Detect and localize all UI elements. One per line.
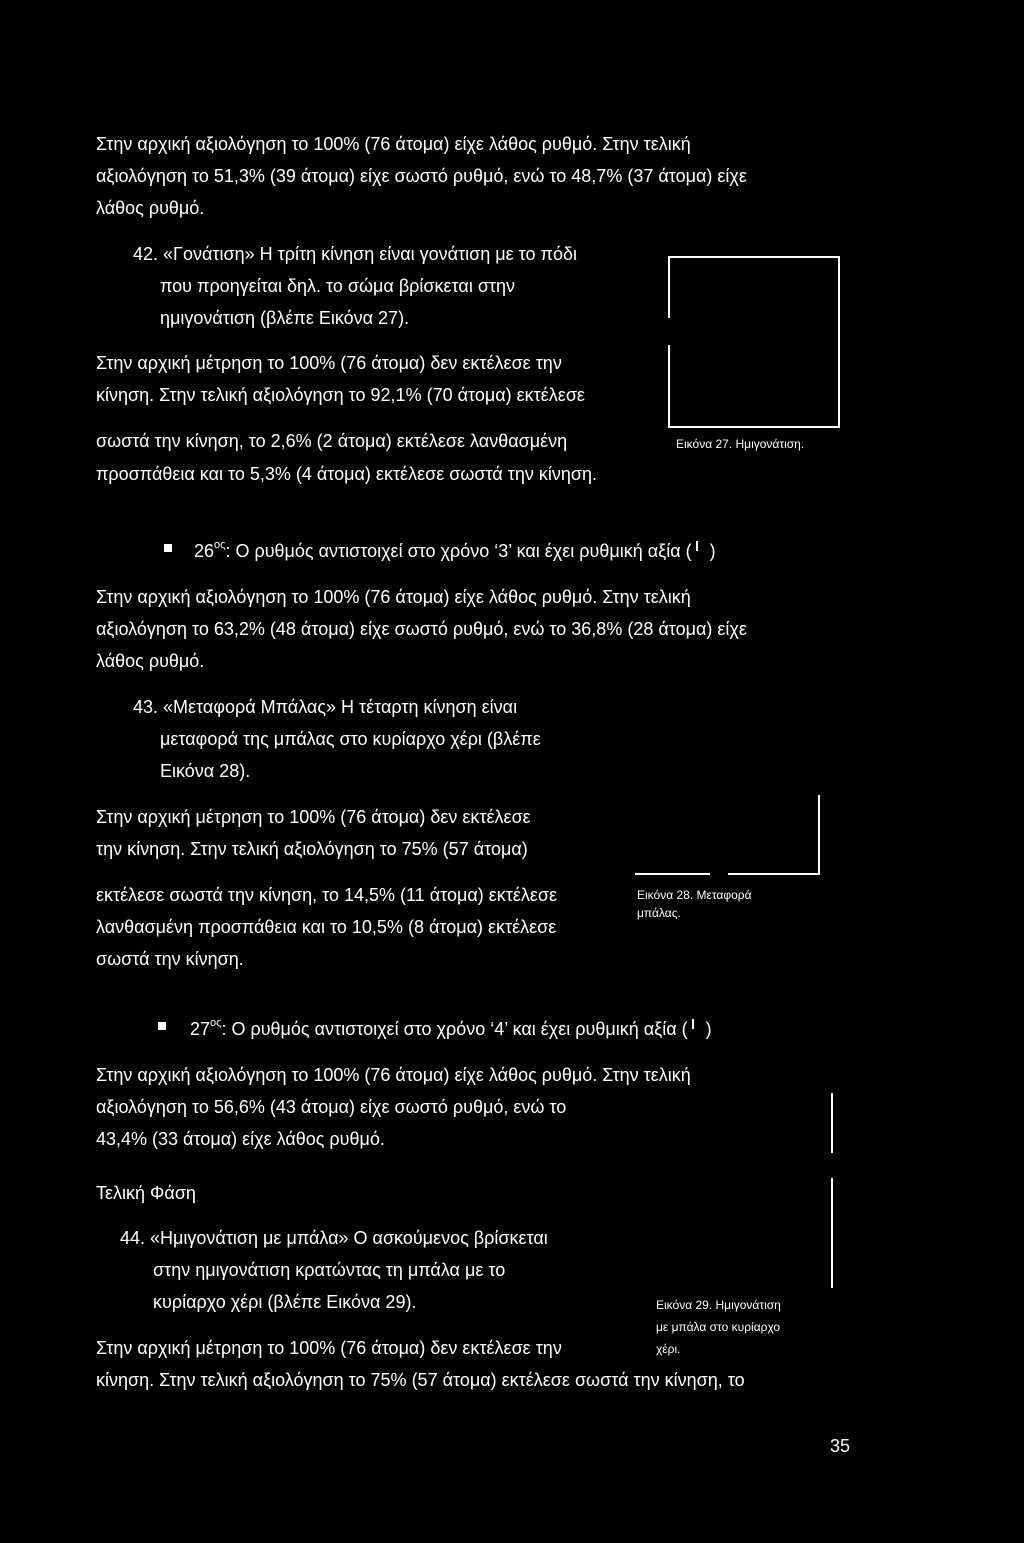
item-43-line-3: Εικόνα 28). <box>160 761 251 781</box>
note-symbol-icon <box>696 541 702 551</box>
figure-29-caption-line-3: χέρι. <box>656 1342 681 1356</box>
item-42-line-3: ημιγονάτιση (βλέπε Εικόνα 27). <box>160 308 410 328</box>
paragraph-26-line-2: αξιολόγηση το 63,2% (48 άτομα) είχε σωστό ρυθμό, ενώ το 36,8% (28 άτομα) είχε <box>96 619 747 639</box>
bullet-27-superscript: ος <box>210 1017 222 1029</box>
bullet-26-text: : Ο ρυθμός αντιστοιχεί στο χρόνο ‘3’ και έχει ρυθμική αξία ( <box>225 541 692 561</box>
figure-27-caption: Εικόνα 27. Ημιγονάτιση. <box>676 437 805 451</box>
bullet-26-line <box>194 540 716 562</box>
result-44-line-1: Στην αρχική μέτρηση το 100% (76 άτομα) δεν εκτέλεσε την <box>96 1338 562 1358</box>
item-44-line-1: 44. «Ημιγονάτιση με μπάλα» Ο ασκούμενος βρίσκεται <box>120 1228 548 1248</box>
item-42-line-1: 42. «Γονάτιση» Η τρίτη κίνηση είναι γονάτιση με το πόδι <box>133 244 577 264</box>
bullet-26-close: ) <box>709 541 716 561</box>
bullet-27-text: : Ο ρυθμός αντιστοιχεί στο χρόνο ‘4’ και έχει ρυθμική αξία ( <box>221 1019 688 1039</box>
note-symbol-icon <box>692 1019 698 1029</box>
figure-28-caption-line-1: Εικόνα 28. Μεταφορά <box>637 888 752 902</box>
bullet-27-line <box>190 1018 712 1040</box>
figure-28-caption-line-2: μπάλας. <box>637 906 681 920</box>
result-44-line-2: κίνηση. Στην τελική αξιολόγηση το 75% (57 άτομα) εκτέλεσε σωστά την κίνηση, το <box>96 1370 745 1390</box>
result-43-line-5: σωστά την κίνηση. <box>96 949 244 969</box>
paragraph-26-line-1: Στην αρχική αξιολόγηση το 100% (76 άτομα) είχε λάθος ρυθμό. Στην τελική <box>96 587 691 607</box>
paragraph-27-line-3: 43,4% (33 άτομα) είχε λάθος ρυθμό. <box>96 1129 385 1149</box>
item-42-line-2: που προηγείται δηλ. το σώμα βρίσκεται στην <box>160 276 516 296</box>
item-44-line-2: στην ημιγονάτιση κρατώντας τη μπάλα με το <box>153 1260 506 1280</box>
paragraph-1-line-1: Στην αρχική αξιολόγηση το 100% (76 άτομα) είχε λάθος ρυθμό. Στην τελική <box>96 134 691 154</box>
paragraph-27-line-2: αξιολόγηση το 56,6% (43 άτομα) είχε σωστό ρυθμό, ενώ το <box>96 1097 567 1117</box>
item-44-line-3: κυρίαρχο χέρι (βλέπε Εικόνα 29). <box>153 1292 417 1312</box>
item-43-line-1: 43. «Μεταφορά Μπάλας» Η τέταρτη κίνηση είναι <box>133 697 518 717</box>
bullet-27-marker <box>158 1022 166 1030</box>
bullet-26-superscript: ος <box>214 539 226 551</box>
page-number: 35 <box>830 1436 851 1456</box>
bullet-26-number: 26 <box>194 541 215 561</box>
bullet-26-marker <box>164 544 172 552</box>
item-43-line-2: μεταφορά της μπάλας στο κυρίαρχο χέρι (βλέπε <box>160 729 541 749</box>
section-heading: Τελική Φάση <box>96 1183 196 1203</box>
paragraph-26-line-3: λάθος ρυθμό. <box>96 651 205 671</box>
result-43-line-3: εκτέλεσε σωστά την κίνηση, το 14,5% (11 άτομα) εκτέλεσε <box>96 885 558 905</box>
result-43-line-2: την κίνηση. Στην τελική αξιολόγηση το 75% (57 άτομα) <box>96 839 528 859</box>
result-43-line-4: λανθασμένη προσπάθεια και το 10,5% (8 άτομα) εκτέλεσε <box>96 917 557 937</box>
bullet-27-close: ) <box>705 1019 712 1039</box>
bullet-27-number: 27 <box>190 1019 211 1039</box>
result-42-line-2: κίνηση. Στην τελική αξιολόγηση το 92,1% (70 άτομα) εκτέλεσε <box>96 385 585 405</box>
paragraph-27-line-1: Στην αρχική αξιολόγηση το 100% (76 άτομα) είχε λάθος ρυθμό. Στην τελική <box>96 1065 691 1085</box>
paragraph-1-line-3: λάθος ρυθμό. <box>96 198 205 218</box>
result-42-line-4: προσπάθεια και το 5,3% (4 άτομα) εκτέλεσε σωστά την κίνηση. <box>96 464 598 484</box>
result-42-line-3: σωστά την κίνηση, το 2,6% (2 άτομα) εκτέλεσε λανθασμένη <box>96 431 568 451</box>
result-42-line-1: Στην αρχική μέτρηση το 100% (76 άτομα) δεν εκτέλεσε την <box>96 353 562 373</box>
result-43-line-1: Στην αρχική μέτρηση το 100% (76 άτομα) δεν εκτέλεσε <box>96 807 531 827</box>
figure-29-caption-line-1: Εικόνα 29. Ημιγονάτιση <box>656 1298 781 1312</box>
figure-29-caption-line-2: με μπάλα στο κυρίαρχο <box>656 1320 781 1334</box>
paragraph-1-line-2: αξιολόγηση το 51,3% (39 άτομα) είχε σωστό ρυθμό, ενώ το 48,7% (37 άτομα) είχε <box>96 166 747 186</box>
